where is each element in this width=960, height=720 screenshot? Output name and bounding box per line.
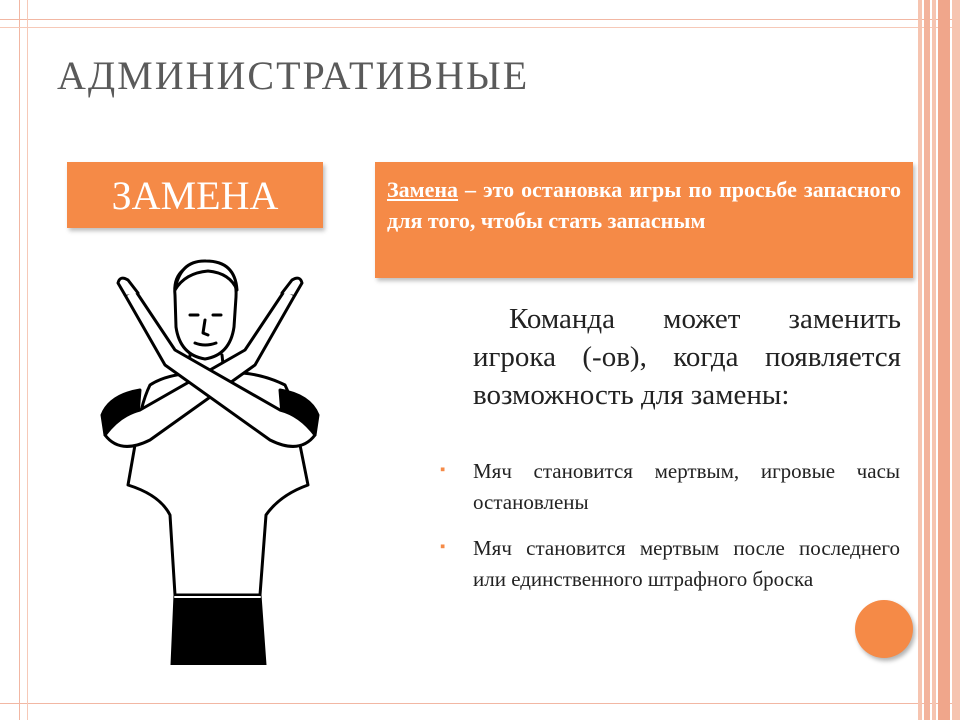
conditions-list	[440, 456, 900, 610]
list-item-text: Мяч становится мертвым, игровые часы остановлены	[473, 459, 900, 514]
definition-box	[375, 162, 913, 278]
frame-inner-line-left	[27, 0, 28, 720]
right-stripe	[932, 0, 936, 720]
bullet-icon: ▪	[440, 539, 446, 555]
slide-title: АДМИНИСТРАТИВНЫЕ	[57, 53, 530, 98]
definition-term: Замена	[387, 177, 459, 202]
referee-signal-illustration	[80, 255, 340, 665]
definition-text: – это остановка игры по просьбе запасного для того, чтобы стать запасным	[387, 177, 901, 233]
list-item	[440, 456, 900, 518]
frame-left-border	[0, 0, 20, 720]
right-stripe	[924, 0, 930, 720]
right-stripe	[918, 0, 922, 720]
frame-inner-line-top	[0, 27, 960, 28]
right-stripe	[952, 0, 960, 720]
bullet-icon: ▪	[440, 462, 446, 478]
signal-name-badge: ЗАМЕНА	[67, 162, 323, 228]
list-item	[440, 533, 900, 595]
list-item-text: Мяч становится мертвым после последнего или единственного штрафного броска	[473, 536, 900, 591]
intro-paragraph: Команда может заменить игрока (-ов), когда появляется возможность для замены:	[473, 303, 901, 411]
frame-top-border	[0, 0, 960, 20]
right-stripe	[938, 0, 950, 720]
frame-bottom-border	[0, 703, 960, 720]
decorative-circle	[855, 600, 913, 658]
